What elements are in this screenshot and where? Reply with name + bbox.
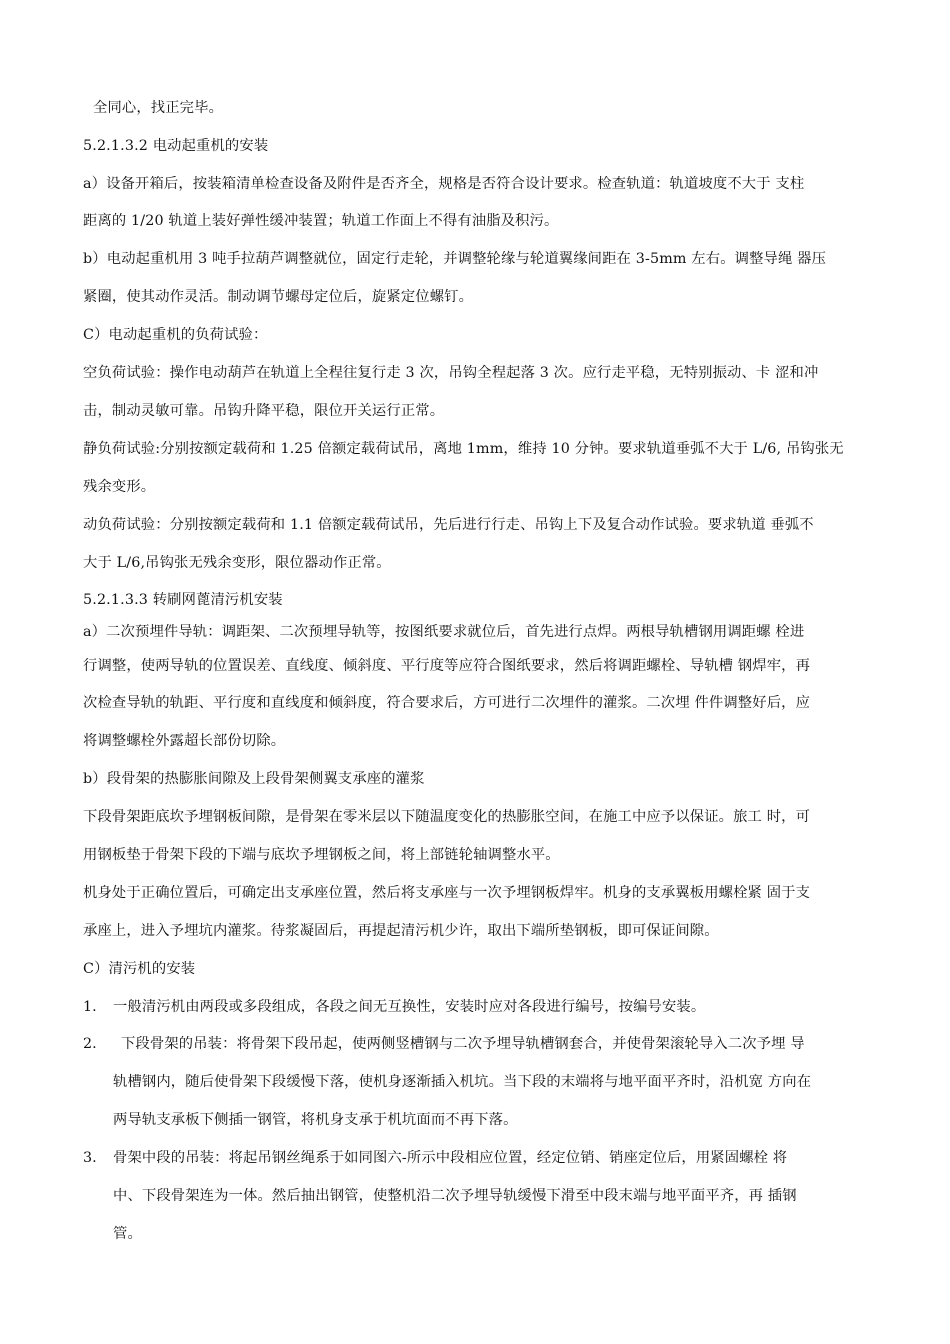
paragraph-line: a）二次预埋件导轨：调距架、二次预埋导轨等，按图纸要求就位后，首先进行点焊。两根导轨槽钢用调距螺 栓进: [83, 624, 805, 640]
paragraph-line: 动负荷试验：分别按额定载荷和 1.1 倍额定载荷试吊，先后进行行走、吊钩上下及复合动作试验。要求轨道 垂弧不: [83, 517, 814, 533]
paragraph-line: 空负荷试验：操作电动葫芦在轨道上全程往复行走 3 次，吊钩全程起落 3 次。应行走平稳，无特别振动、卡 涩和冲: [83, 365, 819, 381]
section-heading: 5.2.1.3.3 转刷网蓖清污机安装: [83, 592, 283, 608]
paragraph-line: 用钢板垫于骨架下段的下端与底坎予埋钢板之间，将上部链轮轴调整水平。: [83, 847, 560, 863]
paragraph-line: 承座上，进入予埋坑内灌浆。待浆凝固后，再提起清污机少许，取出下端所垫钢板，即可保证间隙。: [83, 923, 719, 939]
list-number: 1.: [83, 999, 97, 1015]
paragraph-line: 残余变形。: [83, 479, 156, 495]
paragraph-line: 下段骨架距底坎予埋钢板间隙，是骨架在零米层以下随温度变化的热膨胀空间，在施工中应予以保证。旅工 时，可: [83, 809, 811, 825]
list-number: 3.: [83, 1150, 97, 1166]
paragraph-line: 将调整螺栓外露超长部份切除。: [83, 733, 286, 749]
paragraph-line: 机身处于正确位置后，可确定出支承座位置，然后将支承座与一次予埋钢板焊牢。机身的支承翼板用螺栓紧 固于支: [83, 885, 811, 901]
paragraph-line: 击，制动灵敏可靠。吊钩升降平稳，限位开关运行正常。: [83, 403, 445, 419]
paragraph-line: b）电动起重机用 3 吨手拉葫芦调整就位，固定行走轮，并调整轮缘与轮道翼缘间距在 3-5mm 左右。调整导绳 器压: [83, 251, 827, 267]
paragraph-line: 距离的 1/20 轨道上装好弹性缓冲装置；轨道工作面上不得有油脂及积污。: [83, 213, 559, 229]
list-item-line: 中、下段骨架连为一体。然后抽出钢管，使整机沿二次予埋导轨缓慢下滑至中段末端与地平面平齐，再 插钢: [113, 1188, 797, 1204]
paragraph-line: C）清污机的安装: [83, 961, 196, 977]
paragraph-line: C）电动起重机的负荷试验：: [83, 327, 268, 343]
list-item-line: 管。: [113, 1226, 142, 1242]
paragraph-line: 行调整，使两导轨的位置误差、直线度、倾斜度、平行度等应符合图纸要求，然后将调距螺栓、导轨槽 钢焊牢，再: [83, 658, 811, 674]
paragraph-line: 紧圈，使其动作灵活。制动调节螺母定位后，旋紧定位螺钉。: [83, 289, 474, 305]
paragraph-line: 次检查导轨的轨距、平行度和直线度和倾斜度，符合要求后，方可进行二次埋件的灌浆。二次埋 件件调整好后，应: [83, 695, 811, 711]
section-heading: 5.2.1.3.2 电动起重机的安装: [83, 138, 269, 154]
paragraph-line: 全同心，找正完毕。: [93, 100, 224, 116]
list-item-line: 两导轨支承板下侧插一钢管，将机身支承于机坑面而不再下落。: [113, 1112, 518, 1128]
list-item-line: 下段骨架的吊装：将骨架下段吊起，使两侧竖槽钢与二次予埋导轨槽钢套合，并使骨架滚轮导入二次予埋 导: [121, 1036, 805, 1052]
paragraph-line: a）设备开箱后，按装箱清单检查设备及附件是否齐全，规格是否符合设计要求。检查轨道：轨道坡度不大于 支柱: [83, 176, 805, 192]
paragraph-line: 静负荷试验:分别按额定载荷和 1.25 倍额定载荷试吊，离地 1mm，维持 10 分钟。要求轨道垂弧不大于 L/6, 吊钩张无: [83, 441, 844, 457]
paragraph-line: b）段骨架的热膨胀间隙及上段骨架侧翼支承座的灌浆: [83, 771, 425, 787]
list-number: 2.: [83, 1036, 97, 1052]
list-item-line: 骨架中段的吊装：将起吊钢丝绳系于如同图六-所示中段相应位置，经定位销、销座定位后，用紧固螺栓 将: [113, 1150, 788, 1166]
paragraph-line: 大于 L/6,吊钩张无残余变形，限位器动作正常。: [83, 555, 391, 571]
list-item-line: 轨槽钢内，随后使骨架下段缓慢下落，使机身逐渐插入机坑。当下段的末端将与地平面平齐时，沿机宽 方向在: [113, 1074, 812, 1090]
list-item-line: 一般清污机由两段或多段组成，各段之间无互换性，安装时应对各段进行编号，按编号安装。: [113, 999, 706, 1015]
